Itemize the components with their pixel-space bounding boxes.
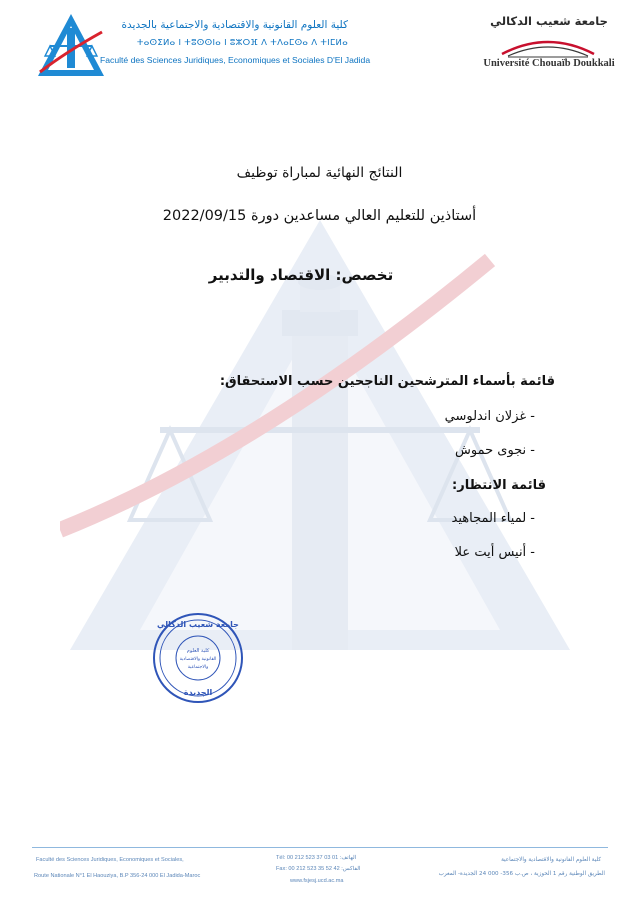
footer-address-french: Route Nationale N°1 El Haouziya, B.P 356-24 000 El Jadida-Maroc xyxy=(34,873,201,879)
footer-website[interactable]: www.fsjesj.ucd.ac.ma xyxy=(290,878,344,884)
svg-text:القانونية والاقتصادية: القانونية والاقتصادية xyxy=(179,657,217,662)
admitted-candidate: - نجوى حموش xyxy=(455,443,535,458)
faculty-name-arabic: كلية العلوم القانونية والاقتصادية والاجتماعية بالجديدة xyxy=(121,19,348,31)
svg-text:والاجتماعية: والاجتماعية xyxy=(187,665,209,670)
waiting-candidate: - لمياء المجاهيد xyxy=(451,511,535,526)
admitted-list-heading: قائمة بأسماء المترشحين الناجحين حسب الاستحقاق: xyxy=(219,374,555,389)
official-stamp-icon xyxy=(152,612,244,704)
faculty-logo-icon xyxy=(36,12,106,78)
footer-faculty-french: Faculté des Sciences Juridiques, Economiques et Sociales, xyxy=(36,857,184,863)
specialty-title: تخصص: الاقتصاد والتدبير xyxy=(208,266,394,284)
university-name-arabic: جامعة شعيب الدكالي xyxy=(490,14,608,28)
waiting-list-heading: قائمة الانتظار: xyxy=(452,478,546,493)
admitted-candidate: - غزلان اندلوسي xyxy=(444,409,535,424)
faculty-name-french: Faculté des Sciences Juridiques, Economiques et Sociales D'El Jadida xyxy=(100,55,371,65)
svg-text:كلية العلوم: كلية العلوم xyxy=(186,648,210,654)
results-title: النتائج النهائية لمباراة توظيف xyxy=(236,165,403,181)
waiting-candidate: - أنيس أيت علا xyxy=(454,545,535,560)
svg-text:الجديدة: الجديدة xyxy=(183,688,213,697)
footer-address-arabic: الطريق الوطنية رقم 1 الحوزية ، ص.ب 356- 000 24 الجديدة- المغرب xyxy=(438,871,605,877)
svg-text:جامعة شعيب الدكالي: جامعة شعيب الدكالي xyxy=(157,620,239,629)
faculty-name-tifinagh: ⵜⴰⵙⵉⵍⴰ ⵏ ⵜⵓⵙⵙⵏⴰ ⵏ ⵓⵣⵔⴼ ⴷ ⵜⴷⴰⵎⵙⴰ ⴷ ⵜⵏⵎⵍⴰ xyxy=(136,38,348,48)
footer-faculty-arabic: كلية العلوم القانونية والاقتصادية والاجتماعية xyxy=(501,857,601,863)
university-emblem-icon xyxy=(498,34,598,58)
footer-fax: Fax: 00 212 523 35 52 42 :الفاكس xyxy=(276,866,361,872)
footer-phone: Tél: 00 212 523 37 03 01 :الهاتف xyxy=(276,855,357,861)
footer-divider xyxy=(32,847,608,848)
competition-subtitle: أستاذين للتعليم العالي مساعدين دورة 2022/09/15 xyxy=(162,208,477,224)
university-name-french: Université Chouaïb Doukkali xyxy=(483,58,615,69)
